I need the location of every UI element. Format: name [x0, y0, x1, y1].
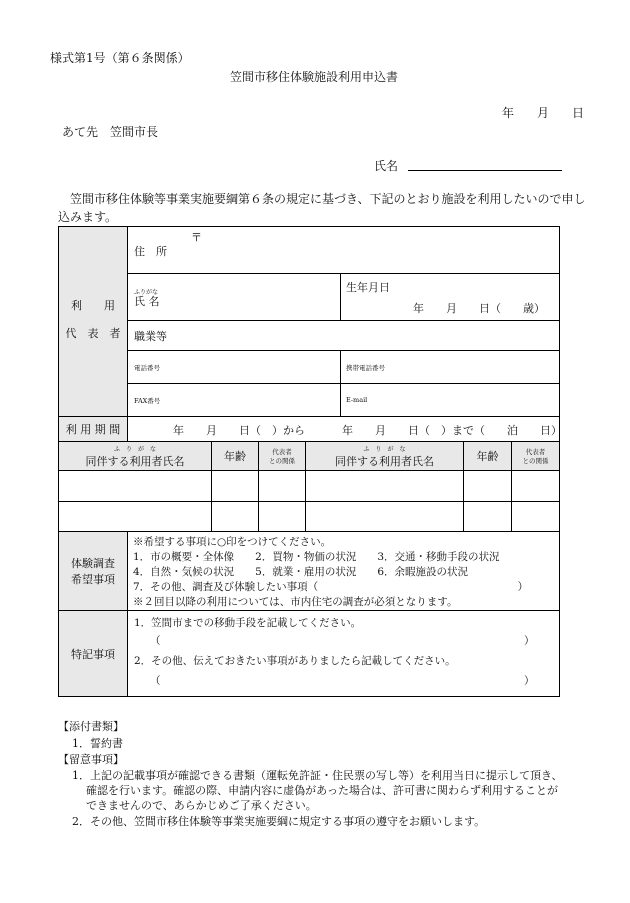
notes-label-cell: [59, 611, 128, 697]
addressee: あて先 笠間市長: [62, 125, 159, 139]
phone-label: 電話番号: [134, 364, 160, 372]
survey-label-cell: [59, 532, 128, 611]
application-form-table: [58, 226, 560, 697]
occupation-label: 職業等: [134, 330, 167, 343]
address-field[interactable]: [128, 227, 560, 274]
remarks-line-1: 1．上記の記載事項が確認できる書類（運転免許証・住民票の写し等）を利用当日に提示して頂き、: [72, 769, 563, 782]
remarks-heading: 【留意事項】: [58, 753, 124, 766]
intro-line-2: 込みます。: [58, 210, 118, 224]
birthdate-label: 生年月日: [346, 281, 390, 294]
notes-paren-open: （: [150, 635, 161, 647]
notes-label: 特記事項: [71, 647, 115, 661]
remarks-line-2: 確認を行います。確認の際、申請内容に虚偽があった場合は、許可書に関わらず利用することが: [86, 784, 559, 797]
fax-field[interactable]: [128, 384, 341, 417]
companion-relation-field[interactable]: [512, 502, 560, 532]
companion-name-header-2-cell: [306, 442, 464, 471]
applicant-name-field[interactable]: [408, 170, 562, 171]
companion-name-field[interactable]: [59, 502, 212, 532]
companion-name-field[interactable]: [306, 502, 464, 532]
companion-age-field[interactable]: [464, 502, 512, 532]
companion-age-field[interactable]: [464, 471, 512, 502]
name-label: 氏 名: [134, 295, 160, 308]
survey-label-1: 体験調査: [71, 557, 115, 570]
age-header-1: 年齢: [212, 442, 259, 471]
companion-relation-field[interactable]: [259, 471, 306, 502]
relation-header-2: 代表者 との関係: [512, 442, 560, 471]
companion-age-field[interactable]: [212, 502, 259, 532]
email-field[interactable]: [341, 384, 560, 417]
birthdate-field[interactable]: [341, 274, 560, 321]
date-day-label: 日: [572, 106, 585, 120]
intro-line-1: 笠間市移住体験等事業実施要綱第６条の規定に基づき、下記のとおり施設を利用したいので申し: [70, 192, 586, 206]
representative-label-cell: [59, 227, 128, 417]
page-title: 笠間市移住体験施設利用申込書: [230, 70, 399, 84]
phone-field[interactable]: [128, 351, 341, 384]
companion-name-header-1: 同伴する利用者氏名: [85, 455, 185, 468]
companion-relation-field[interactable]: [259, 502, 306, 532]
companion-age-field[interactable]: [212, 471, 259, 502]
notes-paren-close: ）: [524, 675, 535, 687]
age-header-2: 年齢: [464, 442, 512, 471]
remarks-line-3: できませんので、あらかじめご了承ください。: [86, 799, 317, 812]
notes-paren-open: （: [150, 675, 161, 687]
birthdate-fill: 年 月 日（ 歳）: [413, 302, 545, 315]
period-label: 利 用 期 間: [65, 423, 121, 436]
notes-line-2: 2．その他、伝えておきたい事項がありましたら記載してください。: [134, 655, 456, 667]
companion-name-header: [59, 442, 212, 471]
period-to: 年 月 日（ ）まで（ 泊 日）: [342, 424, 562, 437]
name-furigana: ふりがな: [134, 289, 159, 296]
date-year-label: 年: [502, 106, 515, 120]
companion-furigana-2: ふ り が な: [363, 446, 406, 453]
mobile-label: 携帯電話番号: [346, 364, 385, 372]
notes-field[interactable]: [128, 611, 560, 697]
attachment-item: 1．誓約書: [72, 737, 123, 750]
companion-furigana-1: ふ り が な: [113, 446, 156, 453]
mobile-field[interactable]: [341, 351, 560, 384]
representative-label-1: 利 用: [71, 299, 115, 312]
form-number: 様式第1号（第６条関係）: [50, 51, 190, 65]
period-field[interactable]: [128, 417, 560, 442]
email-label: E-mail: [346, 396, 368, 404]
remarks-line-4: 2．その他、笠間市移住体験等事業実施要綱に規定する事項の遵守をお願いします。: [72, 815, 486, 828]
fax-label: FAX番号: [134, 397, 161, 405]
companion-name-field[interactable]: [59, 471, 212, 502]
companion-name-field[interactable]: [306, 471, 464, 502]
companion-relation-field[interactable]: [512, 471, 560, 502]
survey-line: 7．その他、調査及び体験したい事項（ ）: [133, 581, 529, 593]
companion-name-header-2: 同伴する利用者氏名: [335, 455, 434, 468]
postal-mark: 〒: [191, 231, 202, 244]
survey-label-2: 希望事項: [71, 573, 115, 586]
survey-line: 1．市の概要・全体像 2．買物・物価の状況 3．交通・移動手段の状況: [133, 551, 500, 563]
period-from: 年 月 日（ ）から: [173, 424, 305, 437]
name-field[interactable]: [128, 274, 341, 321]
period-label-cell: [59, 417, 128, 442]
survey-options[interactable]: [128, 532, 560, 611]
occupation-field[interactable]: [128, 321, 560, 351]
address-label: 住 所: [134, 245, 167, 258]
survey-line: ※希望する事項に○印をつけてください。: [133, 536, 332, 548]
representative-label-2: 代 表 者: [65, 327, 121, 340]
survey-line: 4．自然・気候の状況 5．就業・雇用の状況 6．余暇施設の状況: [133, 566, 469, 578]
notes-paren-close: ）: [524, 635, 535, 647]
date-month-label: 月: [537, 106, 550, 120]
survey-line: ※２回目以降の利用については、市内住宅の調査が必須となります。: [133, 596, 458, 608]
notes-line-1: 1．笠間市までの移動手段を記載してください。: [134, 617, 362, 629]
attachments-heading: 【添付書類】: [58, 720, 124, 733]
relation-header-1: 代表者 との関係: [259, 442, 306, 471]
applicant-name-label: 氏名: [374, 159, 399, 173]
